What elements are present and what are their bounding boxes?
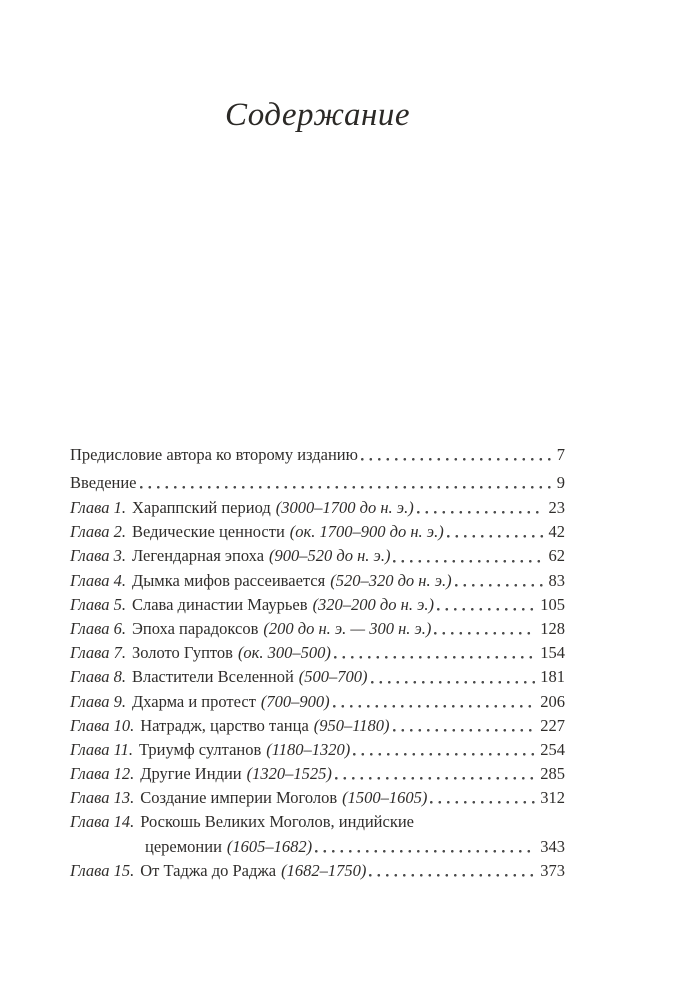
toc-entry-dates: (500–700) <box>298 667 368 687</box>
toc-dot-leader <box>358 441 555 469</box>
toc-entry-chapter-label: Глава 9. <box>70 691 126 711</box>
toc-entry <box>70 738 565 762</box>
toc-entry-dates: (1500–1605) <box>342 788 428 808</box>
toc-entry-title: Властители Вселенной <box>131 667 294 687</box>
toc-entry-page-number: 154 <box>540 643 565 663</box>
toc-dot-leader <box>431 617 538 641</box>
toc-dot-leader <box>427 786 538 810</box>
toc-entry-dates: (520–320 до н. э.) <box>330 570 452 590</box>
toc-entry-title: Введение <box>70 472 137 492</box>
toc-entry-title: Другие Индии <box>140 764 242 784</box>
toc-entry-chapter-label: Глава 11. <box>70 739 133 759</box>
toc-entry-chapter-label: Глава 7. <box>70 643 126 663</box>
toc-entry-title: церемонии <box>145 836 222 856</box>
toc-entry-chapter-label: Глава 14. <box>70 812 135 832</box>
toc-entry-page-number: 62 <box>548 546 565 566</box>
toc-entry-dates: (700–900) <box>260 691 330 711</box>
toc-entry-chapter-label: Глава 13. <box>70 788 135 808</box>
toc-entry-chapter-label: Глава 6. <box>70 618 126 638</box>
toc-entry-title: Эпоха парадоксов <box>131 618 259 638</box>
toc-entry <box>70 786 565 810</box>
toc-entry-title: Создание империи Моголов <box>140 788 338 808</box>
toc-entry-title: Дымка мифов рассеивается <box>131 570 326 590</box>
toc-dot-leader <box>366 859 538 883</box>
toc-entry-chapter-label: Глава 15. <box>70 860 135 880</box>
toc-entry-page-number: 42 <box>548 522 565 542</box>
toc-entry-page-number: 105 <box>540 594 565 614</box>
toc-entry-title: От Таджа до Раджа <box>140 860 277 880</box>
toc-entry <box>70 859 565 883</box>
toc-entry-chapter-label: Глава 10. <box>70 715 135 735</box>
toc-entry <box>70 665 565 689</box>
toc-entry-dates: (3000–1700 до н. э.) <box>275 498 414 517</box>
toc-entry-dates: (320–200 до н. э.) <box>312 594 434 614</box>
page-title: Содержание <box>224 97 410 133</box>
toc-entry-page-number: 312 <box>540 788 565 808</box>
toc-entry-chapter-label: Глава 5. <box>70 594 126 614</box>
toc-entry-chapter-label: Глава 1. <box>70 498 126 517</box>
toc-entry-dates: (ок. 1700–900 до н. э.) <box>289 522 444 542</box>
toc-entry-page-number: 23 <box>548 498 565 517</box>
toc-entry-title: Легендарная эпоха <box>131 546 265 566</box>
toc-dot-leader <box>332 762 538 786</box>
toc-entry-chapter-label: Глава 2. <box>70 522 126 542</box>
toc-entry-dates: (1605–1682) <box>226 836 313 856</box>
toc-entry-dates: (ок. 300–500) <box>237 643 331 663</box>
toc-entry-chapter-label: Глава 3. <box>70 546 126 566</box>
toc-dot-leader <box>350 738 538 762</box>
toc-entry-page-number: 343 <box>540 836 565 856</box>
toc-entry-title: Ведические ценности <box>131 522 285 542</box>
toc-dot-leader <box>331 641 538 665</box>
toc-dot-leader <box>414 810 565 834</box>
toc-entry <box>70 714 565 738</box>
toc-entry-title: Хараппский период <box>131 498 271 517</box>
toc-entry <box>70 469 565 497</box>
toc-entry-page-number: 373 <box>540 860 565 880</box>
toc-dot-leader <box>434 593 538 617</box>
toc-entry-dates: (1320–1525) <box>246 764 332 784</box>
toc-entry-page-number: 285 <box>540 764 565 784</box>
toc-entry-title: Предисловие автора ко второму изданию <box>70 445 358 464</box>
toc-dot-leader <box>390 544 546 568</box>
toc-entry-title: Дхарма и протест <box>131 691 256 711</box>
toc-entry-chapter-label: Глава 12. <box>70 764 135 784</box>
toc-entry <box>70 835 565 859</box>
toc-entry <box>70 617 565 641</box>
toc-entry-title: Золото Гуптов <box>131 643 233 663</box>
toc-dot-leader <box>368 665 539 689</box>
toc-entry <box>70 641 565 665</box>
toc-dot-leader <box>414 496 547 520</box>
toc-entry-dates: (950–1180) <box>313 715 390 735</box>
toc-dot-leader <box>312 835 538 859</box>
toc-entry <box>70 690 565 714</box>
toc-entry-title: Натрадж, царство танца <box>140 715 309 735</box>
toc-dot-leader <box>137 469 555 497</box>
toc-entry-title: Триумф султанов <box>138 739 262 759</box>
toc-entry-title: Слава династии Маурьев <box>131 594 308 614</box>
toc-dot-leader <box>444 520 547 544</box>
toc-dot-leader <box>452 569 547 593</box>
toc-entry-dates: (900–520 до н. э.) <box>269 546 391 566</box>
toc-entry-page-number: 9 <box>556 472 565 492</box>
toc-entry <box>70 496 565 520</box>
toc-dot-leader <box>330 690 539 714</box>
toc-entry <box>70 762 565 786</box>
toc-entry-page-number: 128 <box>540 618 565 638</box>
toc-entry <box>70 544 565 568</box>
toc-entry-dates: (1180–1320) <box>266 739 351 759</box>
toc-entry <box>70 520 565 544</box>
table-of-contents <box>70 441 565 883</box>
toc-entry-page-number: 83 <box>548 570 565 590</box>
toc-entry <box>70 441 565 469</box>
toc-entry-page-number: 227 <box>540 715 565 735</box>
toc-entry <box>70 569 565 593</box>
toc-entry-page-number: 254 <box>540 739 565 759</box>
toc-entry-chapter-label: Глава 4. <box>70 570 126 590</box>
toc-entry-dates: (200 до н. э. — 300 н. э.) <box>263 618 432 638</box>
toc-entry-page-number: 181 <box>540 667 565 687</box>
toc-dot-leader <box>390 714 539 738</box>
toc-entry-title: Роскошь Великих Моголов, индийские <box>140 812 414 832</box>
toc-entry-page-number: 206 <box>540 691 565 711</box>
toc-entry-page-number: 7 <box>556 445 565 464</box>
toc-entry <box>70 810 565 834</box>
toc-entry <box>70 593 565 617</box>
toc-entry-dates: (1682–1750) <box>281 860 367 880</box>
toc-entry-chapter-label: Глава 8. <box>70 667 126 687</box>
